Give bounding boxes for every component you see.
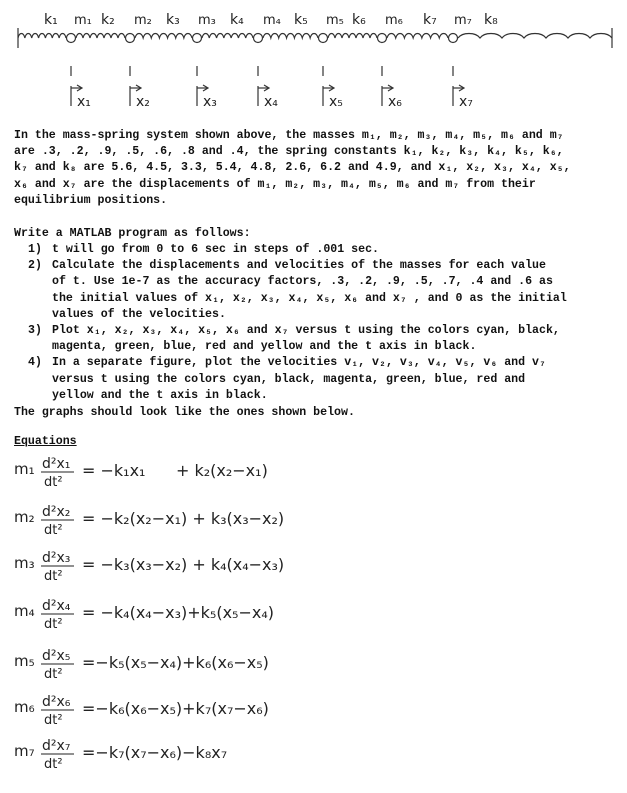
displacement-label: x₅ — [329, 94, 343, 110]
equations-block — [0, 450, 627, 788]
program-steps — [14, 242, 614, 404]
spring-label: k₁ — [44, 12, 58, 28]
mass-label: m₃ — [198, 13, 216, 28]
step-number: 3) — [28, 324, 42, 338]
equation-mass: m₇ — [14, 742, 35, 760]
step-number: 4) — [28, 356, 42, 370]
equations-heading: Equations — [14, 435, 77, 448]
mass-node — [449, 34, 458, 43]
step-text: t will go from 0 to 6 sec in steps of .001 sec. — [52, 243, 379, 256]
step-text: Calculate the displacements and velocities of the masses for each value of t. Use 1e-7 as the accuracy factors, .3, .2, .9, .5, .7, .4 and .6 as the initial values of x₁, x₂, x₃, x₄, x₅, x₆ and x₇ , and 0 as the initial values of the velocities. — [52, 259, 567, 321]
equation-numerator: d²x₅ — [42, 648, 71, 664]
spring-coil — [263, 34, 318, 39]
displacement-label: x₇ — [459, 94, 473, 110]
equation-denominator: dt² — [44, 757, 63, 772]
equation-numerator: d²x₆ — [42, 694, 71, 710]
mass-label: m₅ — [326, 13, 344, 28]
equation-numerator: d²x₂ — [42, 504, 71, 520]
spring-label: k₄ — [230, 12, 244, 28]
equation-denominator: dt² — [44, 523, 63, 538]
mass-spring-diagram — [0, 0, 627, 118]
spring-label: k₇ — [423, 12, 437, 28]
equation-numerator: d²x₃ — [42, 550, 71, 566]
spring-coil — [328, 34, 377, 39]
equation-denominator: dt² — [44, 713, 63, 728]
equation-rhs: = −k₄(x₄−x₃)+k₅(x₅−x₄) — [82, 603, 274, 622]
equation-numerator: d²x₇ — [42, 738, 71, 754]
displacement-label: x₆ — [388, 94, 402, 110]
equation-denominator: dt² — [44, 667, 63, 682]
spring-coil — [458, 34, 612, 39]
mass-label: m₆ — [385, 13, 403, 28]
spring-coil — [202, 34, 253, 39]
spring-coil — [135, 34, 192, 39]
equation-numerator: d²x₄ — [42, 598, 71, 614]
step-number: 2) — [28, 259, 42, 273]
spring-coil — [76, 34, 125, 39]
graphs-note: The graphs should look like the ones shown below. — [14, 406, 355, 419]
step-item — [14, 323, 614, 355]
equation-rhs: = −k₃(x₃−x₂) + k₄(x₄−x₃) — [82, 555, 285, 574]
mass-spring-svg — [0, 0, 627, 118]
equation-mass: m₂ — [14, 508, 35, 526]
equation-mass: m₄ — [14, 602, 35, 620]
equation-rhs: = −k₁x₁ + k₂(x₂−x₁) — [82, 461, 268, 480]
equation-numerator: d²x₁ — [42, 456, 71, 472]
mass-node — [126, 34, 135, 43]
spring-label: k₆ — [352, 12, 366, 28]
mass-label: m₁ — [74, 13, 92, 28]
equations-svg — [0, 450, 627, 788]
equation-denominator: dt² — [44, 475, 63, 490]
step-text: In a separate figure, plot the velocities v₁, v₂, v₃, v₄, v₅, v₆ and v₇ versus t using the colors cyan, black, magenta, green, blue, red and yellow and the t axis in black. — [52, 356, 546, 402]
displacement-label: x₄ — [264, 94, 278, 110]
displacement-label: x₁ — [77, 94, 91, 110]
equation-mass: m₁ — [14, 460, 35, 478]
spring-label: k₂ — [101, 12, 115, 28]
equation-denominator: dt² — [44, 617, 63, 632]
mass-node — [378, 34, 387, 43]
step-text: Plot x₁, x₂, x₃, x₄, x₅, x₆ and x₇ versus t using the colors cyan, black, magenta, green, blue, red and yellow and the t axis in black. — [52, 324, 560, 354]
step-number: 1) — [28, 243, 42, 256]
equation-mass: m₅ — [14, 652, 35, 670]
equation-denominator: dt² — [44, 569, 63, 584]
equation-rhs: =−k₆(x₆−x₅)+k₇(x₇−x₆) — [82, 699, 269, 718]
mass-node — [254, 34, 263, 43]
step-item — [14, 355, 614, 404]
mass-node — [193, 34, 202, 43]
step-item — [14, 258, 614, 323]
equation-rhs: =−k₇(x₇−x₆)−k₈x₇ — [82, 743, 228, 762]
step-item — [14, 242, 614, 258]
mass-label: m₄ — [263, 13, 281, 28]
spring-label: k₈ — [484, 12, 498, 28]
mass-label: m₂ — [134, 13, 152, 28]
mass-node — [67, 34, 76, 43]
equation-mass: m₆ — [14, 698, 35, 716]
equation-mass: m₃ — [14, 554, 35, 572]
mass-label: m₇ — [454, 13, 472, 28]
equation-rhs: =−k₅(x₅−x₄)+k₆(x₆−x₅) — [82, 653, 269, 672]
displacement-label: x₂ — [136, 94, 150, 110]
problem-intro: In the mass-spring system shown above, the masses m₁, m₂, m₃, m₄, m₅, m₆ and m₇ are .3, .2, .9, .5, .6, .8 and .4, the spring constants k₁, k₂, k₃, k₄, k₅, k₆, k₇ and k₈ are 5.6, 4.5, 3.3, 5.4, 4.8, 2.6, 6.2 and 4.9, and x₁, x₂, x₃, x₄, x₅, x₆ and x₇ are the displacements of m₁, m₂, m₃, m₄, m₅, m₆ and m₇ from their equilibrium positions. — [14, 129, 571, 207]
spring-coil — [18, 34, 66, 39]
spring-label: k₅ — [294, 12, 308, 28]
spring-label: k₃ — [166, 12, 180, 28]
equation-rhs: = −k₂(x₂−x₁) + k₃(x₃−x₂) — [82, 509, 285, 528]
program-heading: Write a MATLAB program as follows: — [14, 227, 251, 240]
displacement-label: x₃ — [203, 94, 217, 110]
mass-node — [319, 34, 328, 43]
spring-coil — [387, 34, 448, 39]
